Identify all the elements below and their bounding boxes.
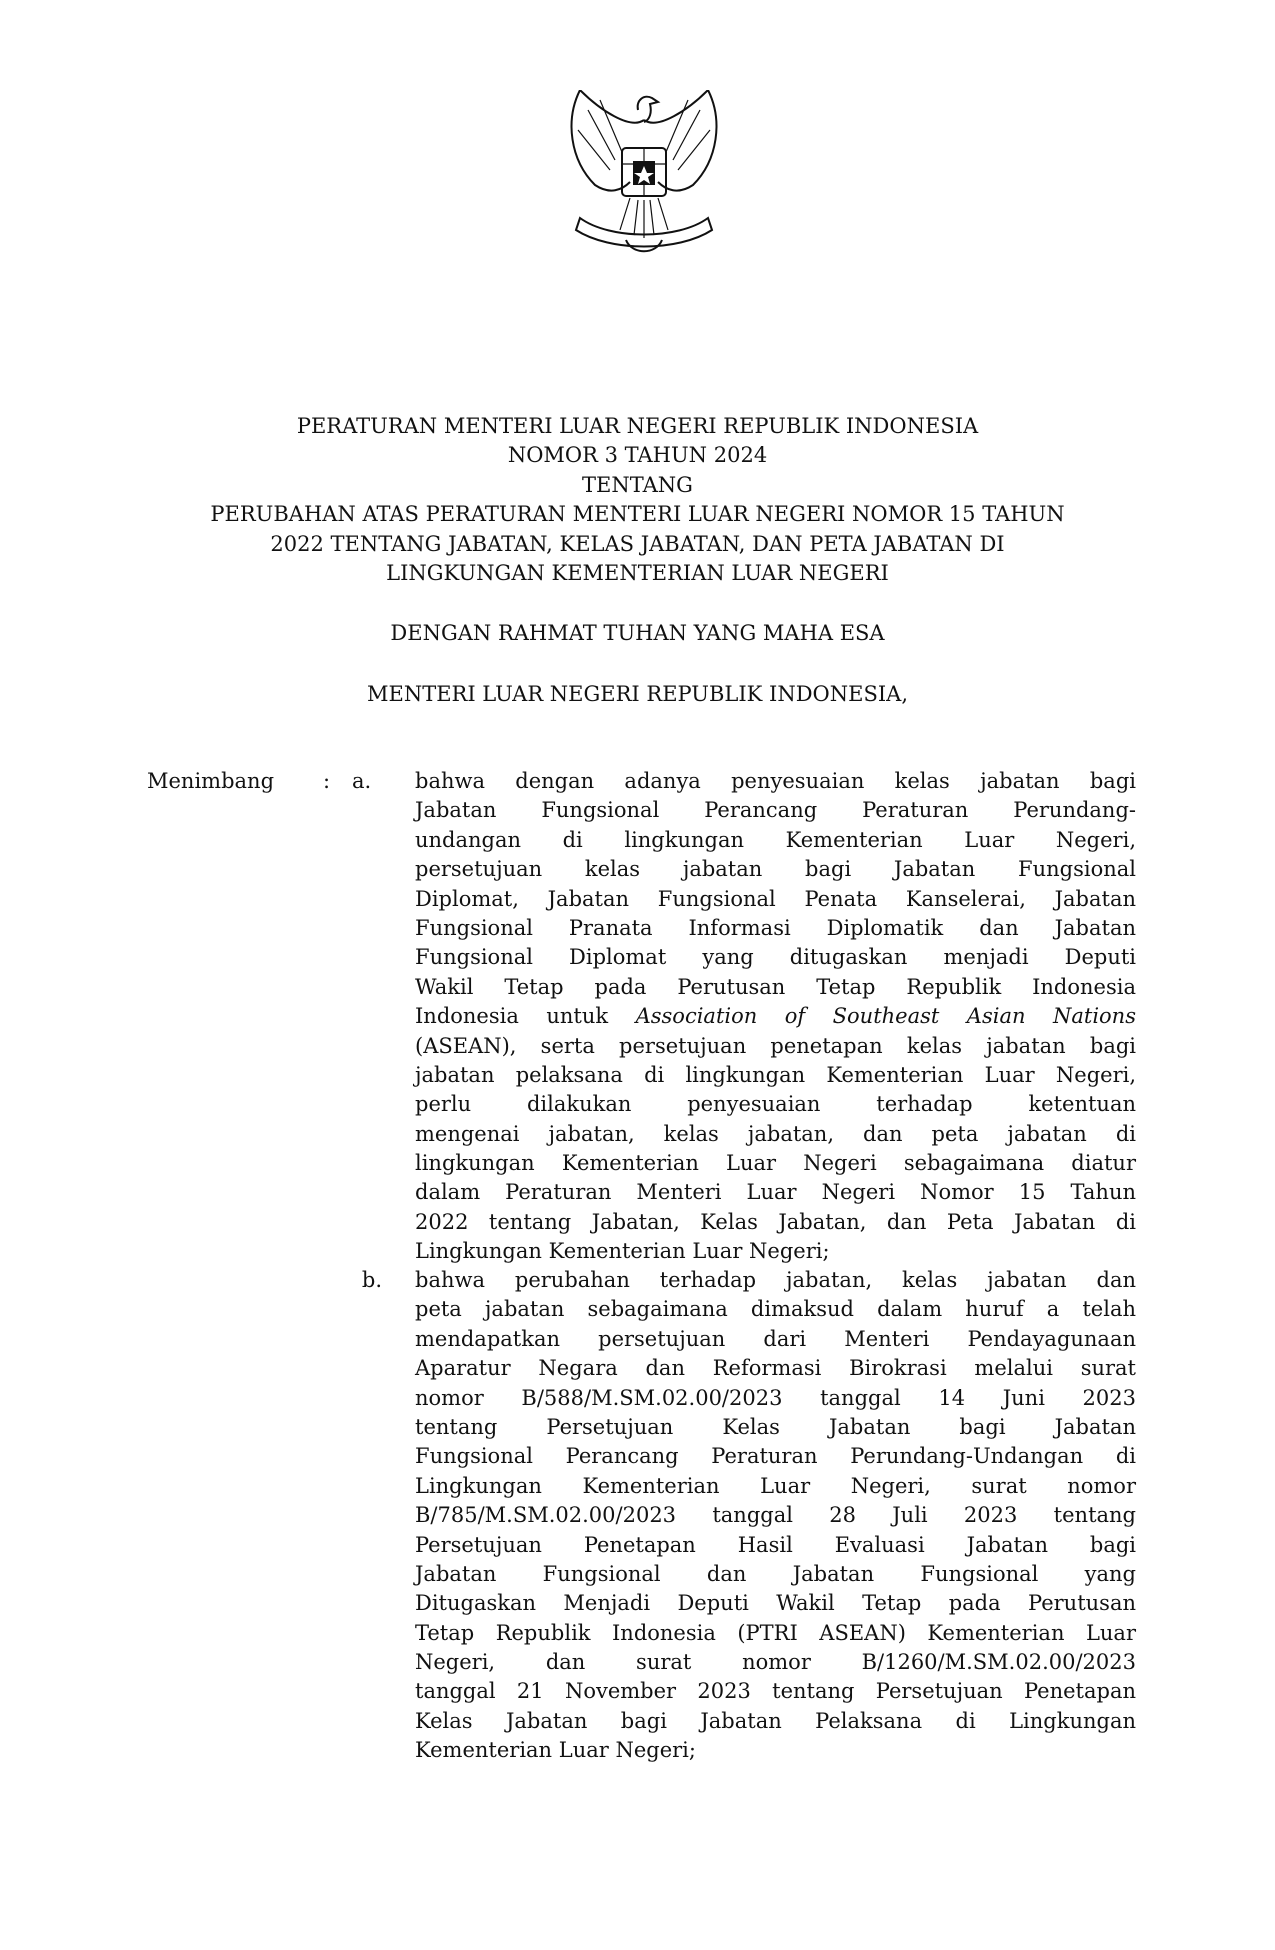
text-line: Fungsional Diplomat yang ditugaskan menjadi Deputi (415, 945, 1136, 970)
text-line: Aparatur Negara dan Reformasi Birokrasi melalui surat (415, 1356, 1136, 1381)
text-line: jabatan pelaksana di lingkungan Kementerian Luar Negeri, (415, 1062, 1136, 1087)
minister-heading: MENTERI LUAR NEGERI REPUBLIK INDONESIA, (366, 682, 908, 706)
regulation-title (0, 412, 1275, 588)
text-line: 2022 tentang Jabatan, Kelas Jabatan, dan Peta Jabatan di (415, 1209, 1136, 1234)
text-line: peta jabatan sebagaimana dimaksud dalam huruf a telah (415, 1297, 1136, 1322)
text-line: B/785/M.SM.02.00/2023 tanggal 28 Juli 2023 tentang (415, 1503, 1136, 1528)
text-line: tanggal 21 November 2023 tentang Persetujuan Penetapan (415, 1679, 1136, 1704)
text-line (415, 1002, 1136, 1031)
text-line: Wakil Tetap pada Perutusan Tetap Republik Indonesia (415, 974, 1136, 999)
text-line: Kelas Jabatan bagi Jabatan Pelaksana di Lingkungan (415, 1708, 1136, 1733)
text-line: perlu dilakukan penyesuaian terhadap ketentuan (415, 1092, 1136, 1117)
title-line: TENTANG (582, 472, 693, 497)
text-line: persetujuan kelas jabatan bagi Jabatan Fungsional (415, 857, 1136, 882)
text-line: nomor B/588/M.SM.02.00/2023 tanggal 14 Juni 2023 (415, 1385, 1136, 1410)
menimbang-label: Menimbang (147, 769, 275, 793)
text-line: Jabatan Fungsional dan Jabatan Fungsional yang (415, 1561, 1136, 1586)
title-line: PERATURAN MENTERI LUAR NEGERI REPUBLIK INDONESIA (296, 414, 979, 438)
title-line: LINGKUNGAN KEMENTERIAN LUAR NEGERI (386, 560, 889, 585)
text-line: mengenai jabatan, kelas jabatan, dan peta jabatan di (415, 1121, 1136, 1146)
text-line: undangan di lingkungan Kementerian Luar Negeri, (415, 827, 1136, 852)
text-line: (ASEAN), serta persetujuan penetapan kelas jabatan bagi (415, 1033, 1136, 1058)
text-line: Lingkungan Kementerian Luar Negeri, surat nomor (415, 1473, 1136, 1498)
title-line: NOMOR 3 TAHUN 2024 (507, 443, 768, 468)
text-line: Jabatan Fungsional Perancang Peraturan Perundang- (415, 798, 1136, 823)
text-line: bahwa dengan adanya penyesuaian kelas jabatan bagi (415, 769, 1136, 793)
text-line: dalam Peraturan Menteri Luar Negeri Nomor 15 Tahun (415, 1180, 1136, 1205)
point-b-text (415, 1266, 1136, 1766)
garuda-emblem (560, 90, 728, 264)
point-a-text (415, 767, 1136, 1267)
text-segment: Indonesia untuk (415, 1004, 636, 1029)
text-line: Lingkungan Kementerian Luar Negeri; (415, 1239, 830, 1264)
invocation: DENGAN RAHMAT TUHAN YANG MAHA ESA (390, 621, 885, 645)
text-line: Ditugaskan Menjadi Deputi Wakil Tetap pada Perutusan (415, 1591, 1136, 1616)
text-line: Kementerian Luar Negeri; (415, 1738, 696, 1763)
text-line: Diplomat, Jabatan Fungsional Penata Kanselerai, Jabatan (415, 886, 1136, 911)
text-line: Tetap Republik Indonesia (PTRI ASEAN) Kementerian Luar (415, 1620, 1136, 1645)
menimbang-colon: : (323, 769, 331, 793)
text-line: Fungsional Perancang Peraturan Perundang-Undangan di (415, 1444, 1136, 1469)
point-b-marker: b. (361, 1268, 382, 1292)
title-line: PERUBAHAN ATAS PERATURAN MENTERI LUAR NEGERI NOMOR 15 TAHUN (210, 502, 1065, 527)
title-line: 2022 TENTANG JABATAN, KELAS JABATAN, DAN PETA JABATAN DI (270, 531, 1005, 556)
text-line: Persetujuan Penetapan Hasil Evaluasi Jabatan bagi (415, 1532, 1136, 1557)
text-line: Negeri, dan surat nomor B/1260/M.SM.02.00/2023 (415, 1650, 1136, 1675)
text-line: bahwa perubahan terhadap jabatan, kelas jabatan dan (415, 1268, 1136, 1292)
text-line: tentang Persetujuan Kelas Jabatan bagi Jabatan (415, 1414, 1136, 1439)
text-line: Fungsional Pranata Informasi Diplomatik dan Jabatan (415, 915, 1136, 940)
text-line: lingkungan Kementerian Luar Negeri sebagaimana diatur (415, 1151, 1136, 1176)
text-line: mendapatkan persetujuan dari Menteri Pendayagunaan (415, 1326, 1136, 1351)
point-a-marker: a. (352, 769, 372, 793)
italic-phrase: Association of Southeast Asian Nations (635, 1004, 1136, 1029)
